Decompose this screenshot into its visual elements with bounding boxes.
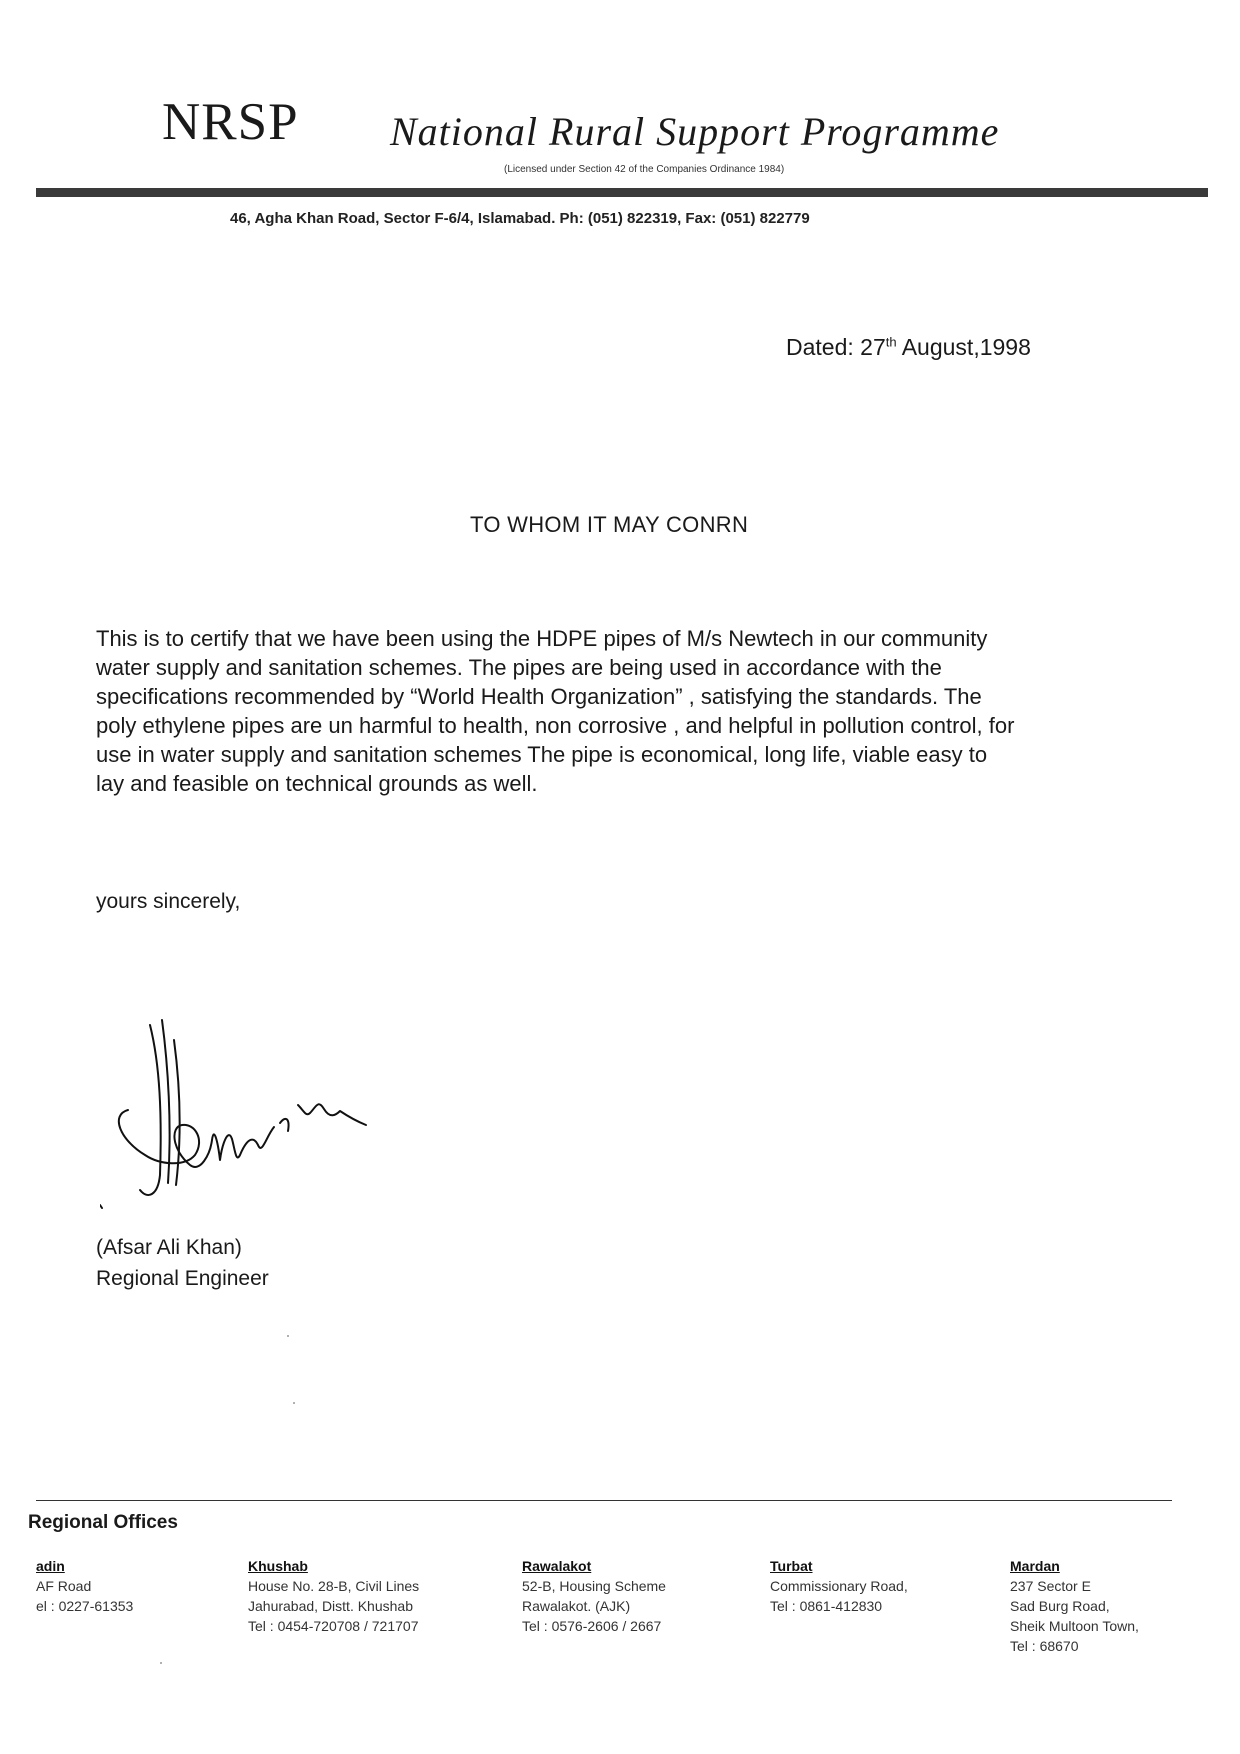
- body-line: use in water supply and sanitation schemes The pipe is economical, long life, viable easy to: [96, 742, 988, 767]
- signer-block: [96, 1232, 269, 1294]
- office-line: 237 Sector E: [1010, 1578, 1091, 1594]
- office-line: Sad Burg Road,: [1010, 1598, 1110, 1614]
- footer-rule: [36, 1500, 1172, 1501]
- office-line: Sheik Multoon Town,: [1010, 1618, 1139, 1634]
- office-khushab: [248, 1556, 419, 1636]
- scan-speck: [160, 1662, 162, 1664]
- license-note: (Licensed under Section 42 of the Companies Ordinance 1984): [504, 164, 785, 175]
- office-name: Khushab: [248, 1558, 308, 1574]
- office-line: Jahurabad, Distt. Khushab: [248, 1598, 413, 1614]
- office-line: Tel : 68670: [1010, 1638, 1079, 1654]
- body-line: lay and feasible on technical grounds as well.: [96, 771, 538, 796]
- office-line: Commissionary Road,: [770, 1578, 908, 1594]
- scan-speck: [293, 1402, 295, 1404]
- handwritten-signature: [100, 1015, 430, 1215]
- organization-name: National Rural Support Programme: [390, 109, 1000, 154]
- office-name: Rawalakot: [522, 1558, 592, 1574]
- body-line: This is to certify that we have been using the HDPE pipes of M/s Newtech in our community: [96, 626, 988, 651]
- office-line: House No. 28-B, Civil Lines: [248, 1578, 420, 1594]
- letterhead-address: 46, Agha Khan Road, Sector F-6/4, Islamabad. Ph: (051) 822319, Fax: (051) 822779: [230, 210, 810, 227]
- office-kadin: [36, 1556, 133, 1616]
- office-name: Turbat: [770, 1558, 813, 1574]
- letter-body: [96, 624, 1146, 798]
- letter-subject: TO WHOM IT MAY CONRN: [470, 512, 749, 537]
- office-mardan: [1010, 1556, 1139, 1656]
- office-line: Tel : 0576-2606 / 2667: [522, 1618, 662, 1634]
- body-line: poly ethylene pipes are un harmful to health, non corrosive , and helpful in pollution control, for: [96, 713, 1015, 738]
- office-line: 52-B, Housing Scheme: [522, 1578, 666, 1594]
- body-line: water supply and sanitation schemes. The pipes are being used in accordance with the: [96, 655, 942, 680]
- office-turbat: [770, 1556, 908, 1616]
- office-name: Mardan: [1010, 1558, 1060, 1574]
- regional-offices-title-text: Regional Offices: [28, 1512, 178, 1533]
- office-name: adin: [36, 1558, 65, 1574]
- office-line: el : 0227-61353: [36, 1598, 134, 1614]
- logo-text: NRSP: [162, 93, 299, 151]
- office-rawalakot: [522, 1556, 666, 1636]
- header-rule: [36, 188, 1208, 197]
- date-rest: August,1998: [896, 334, 1031, 360]
- regional-offices-title: [28, 1512, 178, 1534]
- office-line: AF Road: [36, 1578, 92, 1594]
- letter-date: [786, 334, 1031, 361]
- date-ordinal: th: [885, 334, 897, 350]
- letter-closing: yours sincerely,: [96, 890, 241, 913]
- date-prefix: Dated: 27: [786, 334, 886, 360]
- signer-name: (Afsar Ali Khan): [96, 1236, 242, 1259]
- office-line: Rawalakot. (AJK): [522, 1598, 631, 1614]
- office-line: Tel : 0454-720708 / 721707: [248, 1618, 419, 1634]
- body-line: specifications recommended by “World Health Organization” , satisfying the standards. The: [96, 684, 982, 709]
- signer-title: Regional Engineer: [96, 1267, 269, 1290]
- scan-speck: [287, 1335, 289, 1337]
- office-line: Tel : 0861-412830: [770, 1598, 883, 1614]
